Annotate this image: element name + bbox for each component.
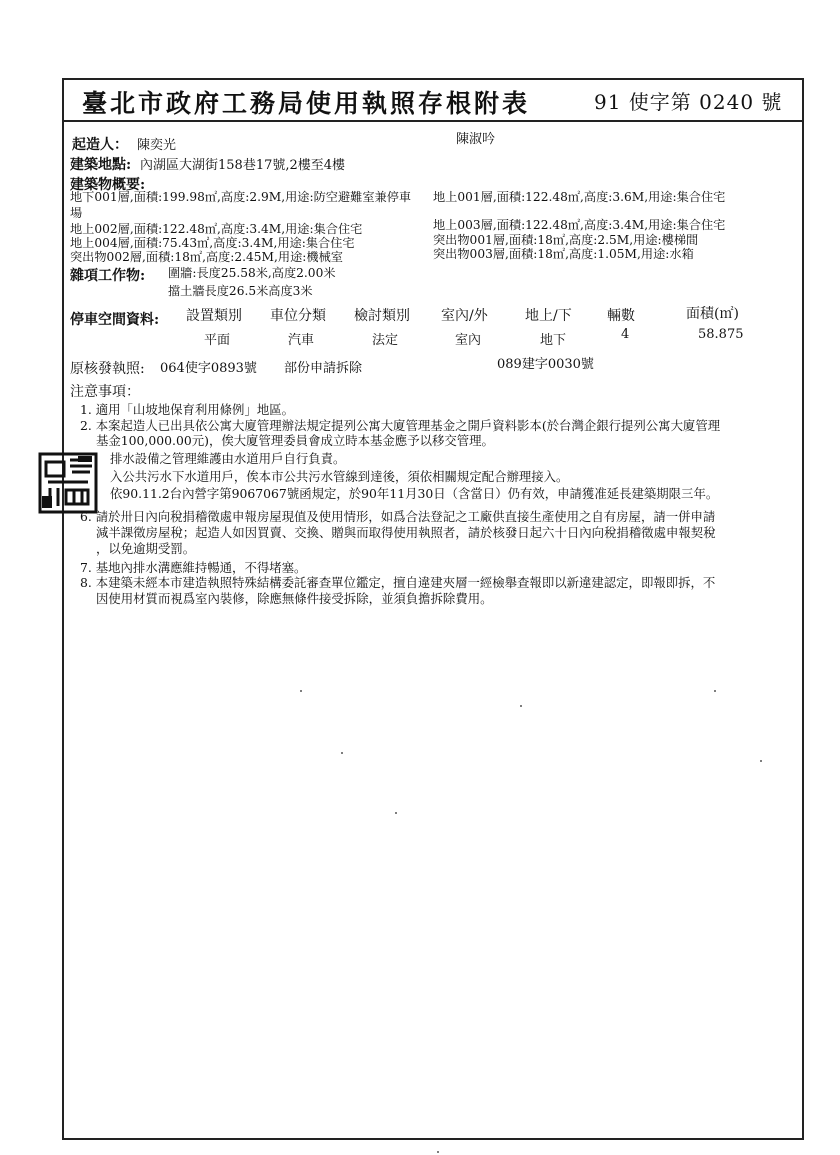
original-license-3: 089建字0030號 [497,357,594,372]
overview-p3: 突出物003層,面積:18㎡,高度:1.05M,用途:水箱 [433,247,694,261]
site-address: 內湖區大湖街158巷17號,2樓至4樓 [140,158,346,173]
overview-f3: 地上003層,面積:122.48㎡,高度:3.4M,用途:集合住宅 [433,218,726,232]
original-license-label: 原核發執照: [70,361,145,377]
parking-header-review: 檢討類別 [354,308,410,324]
note-3: 排水設備之管理維護由水道用戶自行負責。 [110,451,346,466]
overview-f2: 地上002層,面積:122.48㎡,高度:3.4M,用途:集合住宅 [70,222,363,236]
note-6: 6. 請於卅日內向稅捐稽徵處申報房屋現值及使用情形，如爲合法登記之工廠供直接生產使用之自有房屋，請一併申請 [80,509,716,524]
note-1: 1. 適用「山坡地保育利用條例」地區。 [80,402,295,417]
notes-label: 注意事項： [70,384,140,400]
builder-name-1: 陳奕光 [137,138,177,153]
parking-header-category: 車位分類 [270,308,326,324]
parking-header-indoor: 室內/外 [441,308,488,324]
parking-cell-count: 4 [621,327,630,342]
permit-number: 91 使字第 0240 號 [594,90,783,114]
parking-cell-area: 58.875 [698,327,744,342]
builder-label: 起造人： [72,137,128,153]
parking-label: 停車空間資料: [70,312,160,328]
original-license-2: 部份申請拆除 [284,361,363,376]
note-6-cont-1: 減半課徵房屋稅；起造人如因買賣、交換、贈與而取得使用執照者，請於核發日起六十日內向稅捐稽徵處申報契稅 [96,525,716,540]
misc-works-retaining: 擋土牆長度26.5米高度3米 [168,284,313,298]
note-5: 依90.11.2台內營字第9067067號函規定，於90年11月30日（含當日）仍有效，申請獲准延長建築期限三年。 [110,486,719,501]
document-title: 臺北市政府工務局使用執照存根附表 [82,89,531,118]
note-4: 入公共污水下水道用戶，俟本市公共污水管線到達後，須依相關規定配合辦理接入。 [110,469,569,484]
parking-header-area: 面積(㎡) [686,306,739,322]
misc-works-wall: 圍牆:長度25.58米,高度2.00米 [168,266,336,280]
note-7: 7. 基地內排水溝應維持暢通，不得堵塞。 [80,560,307,575]
overview-p1: 突出物001層,面積:18㎡,高度:2.5M,用途:樓梯間 [433,233,699,247]
site-label: 建築地點: [70,157,132,173]
original-license-1: 064使字0893號 [160,361,257,376]
parking-header-type: 設置類別 [186,308,242,324]
overview-f1: 地上001層,面積:122.48㎡,高度:3.6M,用途:集合住宅 [433,190,726,204]
builder-name-2: 陳淑吟 [456,132,496,147]
parking-cell-category: 汽車 [288,333,315,348]
note-2: 2. 本案起造人已出具依公寓大廈管理辦法規定提列公寓大廈管理基金之開戶資料影本(於台灣企銀行提列公寓大廈管理 [80,418,721,433]
overview-b1-wrap: 場 [70,206,83,220]
overview-b1: 地下001層,面積:199.98㎡,高度:2.9M,用途:防空避難室兼停車 [70,190,412,204]
overview-f4: 地上004層,面積:75.43㎡,高度:3.4M,用途:集合住宅 [70,236,355,250]
parking-header-count: 輛數 [607,308,635,324]
note-8-cont: 因使用材質而視爲室內裝修，除應無條件接受拆除，並須負擔拆除費用。 [96,591,493,606]
overview-p2: 突出物002層,面積:18㎡,高度:2.45M,用途:機械室 [70,250,343,264]
parking-cell-indoor: 室內 [455,333,482,348]
parking-cell-review: 法定 [372,333,399,348]
note-2-cont: 基金100,000.00元)，俟大廈管理委員會成立時本基金應予以移交管理。 [96,433,494,448]
official-stamp [38,452,98,514]
overview-label: 建築物概要: [70,177,146,193]
note-6-cont-2: ，以免逾期受罰。 [96,541,196,556]
note-8: 8. 本建築未經本市建造執照特殊結構委託審查單位鑑定，擅自違建夾層一經檢舉查報即以新違建認定，即報即拆，不 [80,575,716,590]
parking-cell-level: 地下 [540,333,567,348]
parking-cell-type: 平面 [204,333,231,348]
parking-header-level: 地上/下 [525,308,572,324]
misc-works-label: 雜項工作物: [70,268,146,284]
